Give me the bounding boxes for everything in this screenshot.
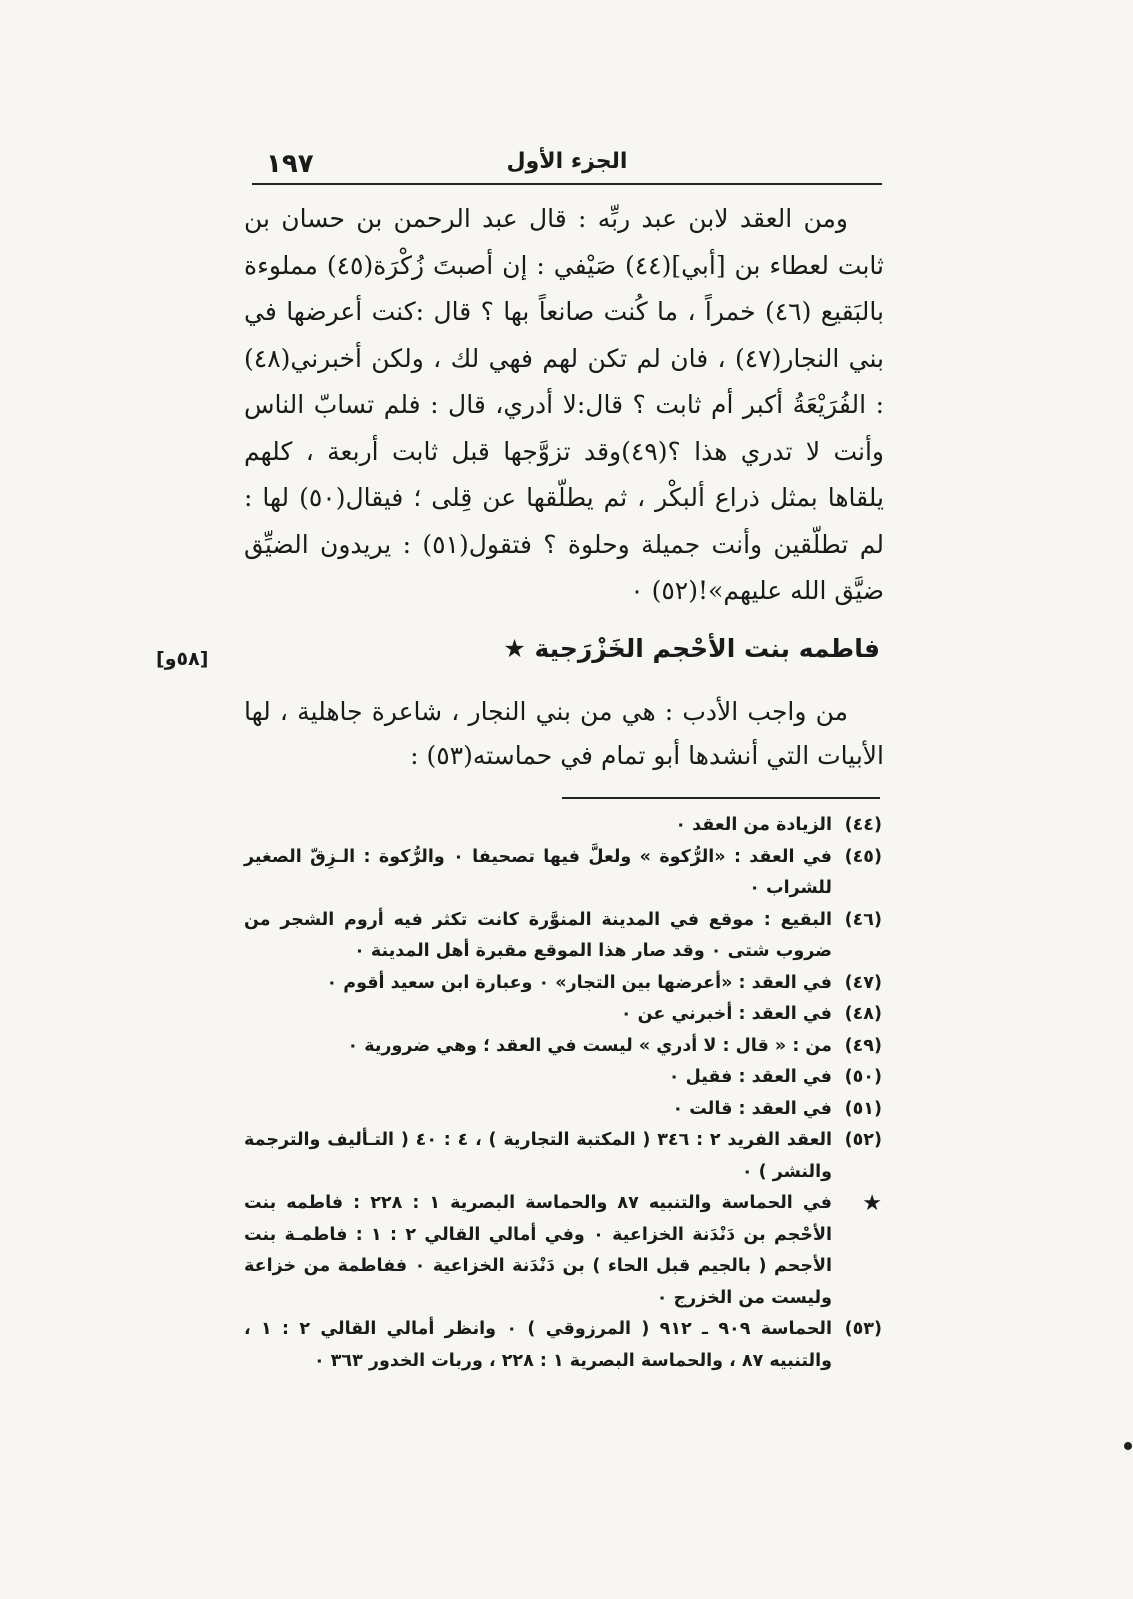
footnote-50 (244, 1062, 882, 1094)
footnote-divider (562, 797, 880, 799)
page-number: ١٩٧ (266, 149, 314, 179)
footnote-text: الزيادة من العقد ٠ (675, 815, 832, 835)
footnote-text: في العقد : «أعرضها بين التجار» ٠ وعبارة ابن سعيد أقوم ٠ (326, 972, 832, 993)
footnote-text: البقيع : موقع في المدينة المنوَّرة كانت تكثر فيه أروم الشجر من ضروب شتى ٠ وقد صار هذا الموقع مقبرة أهل المدينة ٠ (244, 909, 832, 961)
footnote-text: في العقد : «الرُّكوة » ولعلَّ فيها تصحيفا ٠ والرُّكوة : الـزِقّ الصغير للشراب ٠ (244, 846, 832, 898)
section-heading (244, 634, 880, 674)
footnotes (244, 810, 882, 1377)
footnote-text: في الحماسة والتنبيه ٨٧ والحماسة البصرية ١ : ٢٢٨ : فاطمه بنت الأحْجم بن دَنْدَنة الخزاعية ٠ وفي أمالي القالي ٢ : ١ : فاطمـة بنت الأجحم ( بالجيم قبل الحاء ) بن دَنْدَنة الخزاعية ٠ ففاطمة من خزاعة وليست من الخزرج ٠ (244, 1193, 833, 1308)
footnote-number: (٤٨) (844, 1004, 882, 1024)
folio-marker: [٥٨و] (156, 648, 209, 670)
footnote-number: (٥٢) (844, 1130, 882, 1150)
footnote-number: (٤٦) (844, 909, 882, 930)
footnote-48 (244, 999, 882, 1031)
footnote-number: (٥٣) (844, 1319, 882, 1339)
footnote-text: العقد الفريد ٢ : ٣٤٦ ( المكتبة التجارية ) ، ٤ : ٤٠ ( التـأليف والترجمة والنشر ) ٠ (244, 1130, 833, 1182)
footnote-number: (٤٤) (844, 815, 882, 835)
main-text (244, 196, 884, 615)
body-paragraph: ومن العقد لابن عبد ربِّه : قال عبد الرحمن بن حسان بن ثابت لعطاء بن [أبي](٤٤) صَيْفي : إن أصبتَ زُكْرَة(٤٥) مملوءة بالبَقيع (٤٦) خمراً ، ما كُنت صانعاً بها ؟ قال :كنت أعرضها في بني النجار(٤٧) ، فان لم تكن لهم فهي لك ، ولكن أخبرني(٤٨) : الفُرَيْعَةُ أكبر أم ثابت ؟ قال:لا أدري، قال : فلم تسابّ الناس وأنت لا تدري هذا ؟(٤٩)وقد تزوَّجها قبل ثابت أربعة ، كلهم يلقاها بمثل ذراع ألبكْر ، ثم يطلّقها عن قِلى ؛ فيقال(٥٠) لها : لم تطلّقين وأنت جميلة وحلوة ؟ فتقول(٥١) : يريدون الضيِّق ضيَّق الله عليهم»!(٥٢) ٠ (244, 204, 885, 605)
section-heading-text: فاطمه بنت الأحْجم الخَزْرَجية (534, 634, 880, 663)
running-title: الجزء الأول (506, 149, 628, 174)
star-mark-icon: ★ (503, 634, 526, 663)
footnote-text: في العقد : قالت ٠ (672, 1098, 832, 1119)
footnote-number: (٤٩) (844, 1035, 882, 1056)
footnote-text: من : « قال : لا أدري » ليست في العقد ؛ وهي ضرورية ٠ (347, 1035, 832, 1056)
footnote-number: (٥٠) (844, 1067, 882, 1087)
footnote-47 (244, 968, 882, 1000)
footnote-51 (244, 1094, 882, 1126)
footnote-52 (244, 1125, 882, 1188)
section-paragraph: من واجب الأدب : هي من بني النجار ، شاعرة جاهلية ، لها الأبيات التي أنشدها أبو تمام في حماسته(٥٣) : (244, 697, 884, 770)
footnote-number: (٤٧) (844, 972, 882, 993)
section-text (244, 690, 884, 778)
footnote-53 (244, 1314, 882, 1377)
footnote-45 (244, 842, 882, 905)
footnote-49 (244, 1031, 882, 1063)
star-footnote-icon: ★ (862, 1191, 882, 1216)
page-header (252, 147, 882, 185)
footnote-star (244, 1188, 882, 1314)
footnote-44 (244, 810, 882, 842)
footnote-text: في العقد : فقيل ٠ (668, 1067, 832, 1087)
footnote-text: الحماسة ٩٠٩ ـ ٩١٢ ( المرزوقي ) ٠ وانظر أمالي القالي ٢ : ١ ، والتنبيه ٨٧ ، والحماسة البصرية ١ : ٢٢٨ ، وربات الخدور ٣٦٣ ٠ (244, 1319, 833, 1371)
footnote-46 (244, 905, 882, 968)
footnote-number: (٤٥) (844, 846, 882, 867)
scan-artifact-dot (1124, 1442, 1132, 1450)
footnote-number: (٥١) (844, 1098, 882, 1119)
footnote-text: في العقد : أخبرني عن ٠ (620, 1004, 832, 1024)
